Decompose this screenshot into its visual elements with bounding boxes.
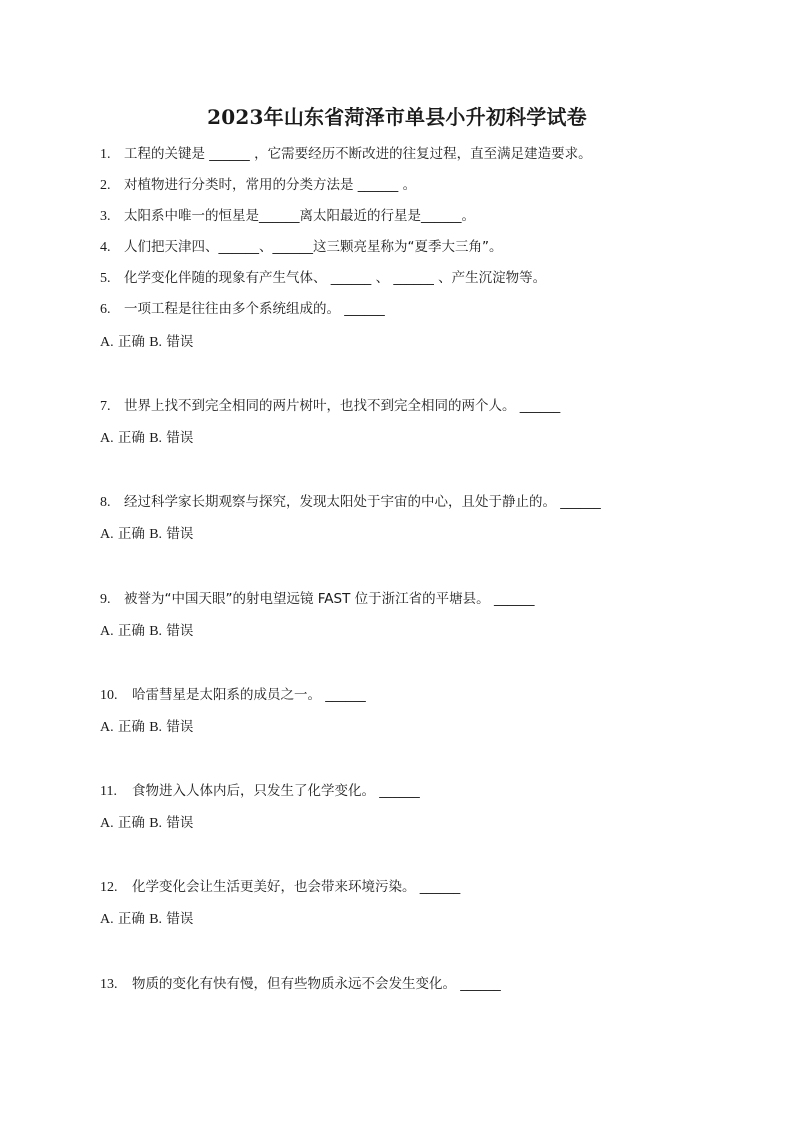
option-b-letter: B. bbox=[149, 527, 163, 542]
option-a-text: 正确 bbox=[117, 623, 145, 639]
question-8 bbox=[100, 493, 601, 512]
option-b-text: 错误 bbox=[166, 526, 194, 542]
option-b-letter: B. bbox=[149, 720, 163, 735]
answer-options bbox=[100, 525, 193, 544]
question-12 bbox=[100, 878, 460, 897]
question-number: 13. bbox=[100, 977, 118, 992]
answer-options bbox=[100, 718, 193, 737]
question-number: 3. bbox=[100, 209, 111, 224]
option-b-text: 错误 bbox=[166, 911, 194, 927]
option-a-letter: A. bbox=[100, 816, 114, 831]
question-text: 物质的变化有快有慢，但有些物质永远不会发生变化。 ______ bbox=[132, 976, 501, 992]
option-a-text: 正确 bbox=[117, 719, 145, 735]
question-13 bbox=[100, 975, 501, 994]
question-text: 化学变化会让生活更美好，也会带来环境污染。 ______ bbox=[132, 879, 461, 895]
answer-options bbox=[100, 333, 193, 352]
question-text: 工程的关键是 ______ ，它需要经历不断改进的往复过程，直至满足建造要求。 bbox=[124, 146, 592, 162]
question-text: 世界上找不到完全相同的两片树叶，也找不到完全相同的两个人。 ______ bbox=[124, 398, 561, 414]
question-text: 对植物进行分类时，常用的分类方法是 ______ 。 bbox=[124, 177, 417, 193]
answer-options bbox=[100, 429, 193, 448]
question-number: 2. bbox=[100, 178, 111, 193]
question-4 bbox=[100, 238, 503, 257]
option-a-text: 正确 bbox=[117, 430, 145, 446]
option-b-letter: B. bbox=[149, 431, 163, 446]
option-a-text: 正确 bbox=[117, 334, 145, 350]
question-number: 6. bbox=[100, 302, 111, 317]
question-11 bbox=[100, 782, 420, 801]
question-number: 8. bbox=[100, 495, 111, 510]
option-b-letter: B. bbox=[149, 335, 163, 350]
option-b-text: 错误 bbox=[166, 623, 194, 639]
question-number: 5. bbox=[100, 271, 111, 286]
question-6 bbox=[100, 300, 385, 319]
question-7 bbox=[100, 397, 560, 416]
option-a-letter: A. bbox=[100, 720, 114, 735]
question-1 bbox=[100, 145, 592, 164]
question-number: 9. bbox=[100, 592, 111, 607]
option-a-letter: A. bbox=[100, 431, 114, 446]
answer-options bbox=[100, 910, 193, 929]
option-a-letter: A. bbox=[100, 335, 114, 350]
question-3 bbox=[100, 207, 475, 226]
question-number: 12. bbox=[100, 880, 118, 895]
question-text: 人们把天津四、______、______这三颗亮星称为“夏季大三角”。 bbox=[124, 239, 503, 255]
question-text: 经过科学家长期观察与探究，发现太阳处于宇宙的中心，且处于静止的。 ______ bbox=[124, 494, 601, 510]
question-number: 4. bbox=[100, 240, 111, 255]
question-number: 7. bbox=[100, 399, 111, 414]
question-text: 哈雷彗星是太阳系的成员之一。 ______ bbox=[132, 687, 366, 703]
question-number: 1. bbox=[100, 147, 111, 162]
option-b-text: 错误 bbox=[166, 815, 194, 831]
question-text: 食物进入人体内后，只发生了化学变化。 ______ bbox=[132, 783, 420, 799]
question-5 bbox=[100, 269, 546, 288]
option-b-text: 错误 bbox=[166, 334, 194, 350]
option-a-letter: A. bbox=[100, 527, 114, 542]
answer-options bbox=[100, 814, 193, 833]
question-number: 10. bbox=[100, 688, 118, 703]
option-b-text: 错误 bbox=[166, 430, 194, 446]
question-2 bbox=[100, 176, 416, 195]
question-10 bbox=[100, 686, 366, 705]
option-b-text: 错误 bbox=[166, 719, 194, 735]
question-text: 被誉为“中国天眼”的射电望远镜 FAST 位于浙江省的平塘县。 ______ bbox=[124, 591, 535, 607]
option-b-letter: B. bbox=[149, 624, 163, 639]
question-text: 一项工程是往往由多个系统组成的。 ______ bbox=[124, 301, 385, 317]
option-a-letter: A. bbox=[100, 912, 114, 927]
question-text: 太阳系中唯一的恒星是______离太阳最近的行星是______。 bbox=[124, 208, 475, 224]
page-title: 2023年山东省菏泽市单县小升初科学试卷 bbox=[207, 105, 587, 129]
option-a-text: 正确 bbox=[117, 911, 145, 927]
question-number: 11. bbox=[100, 784, 117, 799]
question-text: 化学变化伴随的现象有产生气体、 ______ 、 ______ 、产生沉淀物等。 bbox=[124, 270, 547, 286]
option-a-text: 正确 bbox=[117, 815, 145, 831]
option-b-letter: B. bbox=[149, 912, 163, 927]
answer-options bbox=[100, 622, 193, 641]
option-a-text: 正确 bbox=[117, 526, 145, 542]
question-9 bbox=[100, 590, 534, 609]
option-b-letter: B. bbox=[149, 816, 163, 831]
option-a-letter: A. bbox=[100, 624, 114, 639]
